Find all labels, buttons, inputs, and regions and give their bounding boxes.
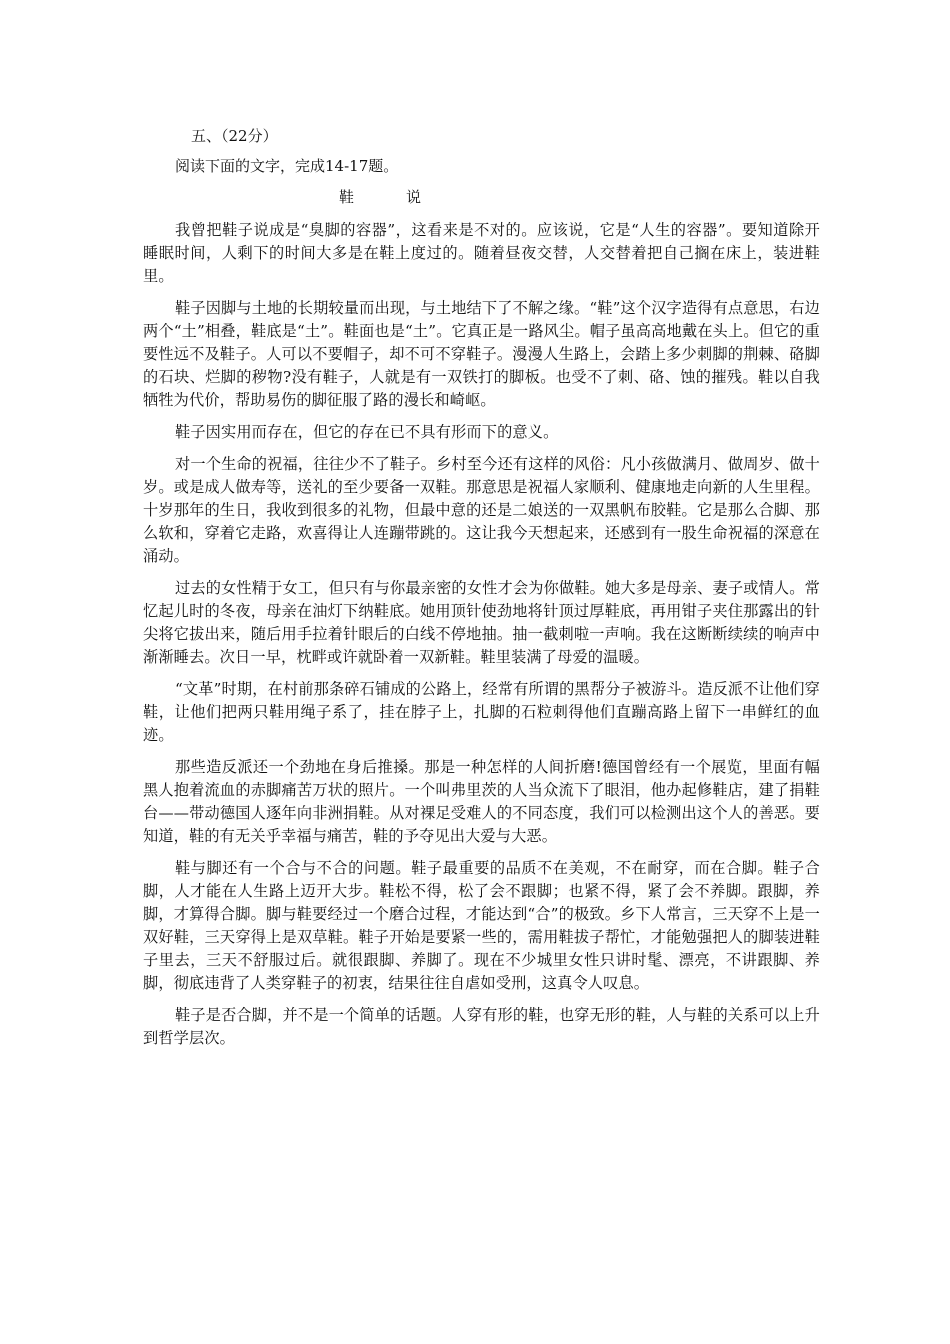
article-paragraph-7: 那些造反派还一个劲地在身后推搡。那是一种怎样的人间折磨!德国曾经有一个展览，里面有幅黑人抱着流血的赤脚痛苦万状的照片。一个叫弗里茨的人当众流下了眼泪，他办起修鞋店，建了捐鞋台——带动德国人逐年向非洲捐鞋。从对裸足受难人的不同态度，我们可以检测出这个人的善恶。要知道，鞋的有无关乎幸福与痛苦，鞋的予夺见出大爱与大恶。 — [143, 758, 820, 845]
article-title-char-2: 说 — [406, 188, 422, 206]
article-paragraph-2: 鞋子因脚与土地的长期较量而出现，与土地结下了不解之缘。“鞋”这个汉字造得有点意思，右边两个“土”相叠，鞋底是“土”。鞋面也是“土”。它真正是一路风尘。帽子虽高高地戴在头上。但它的重要性远不及鞋子。人可以不要帽子，却不可不穿鞋子。漫漫人生路上，会踏上多少刺脚的荆棘、硌脚的石块、烂脚的秽物?没有鞋子，人就是有一双铁打的脚板。也受不了刺、硌、蚀的摧残。鞋以自我牺牲为代价，帮助易伤的脚征服了路的漫长和崎岖。 — [143, 299, 820, 409]
article-paragraph-6: “文革”时期，在村前那条碎石铺成的公路上，经常有所谓的黑帮分子被游斗。造反派不让他们穿鞋，让他们把两只鞋用绳子系了，挂在脖子上，扎脚的石粒刺得他们直蹦高路上留下一串鲜红的血迹。 — [143, 680, 820, 744]
article-title — [143, 187, 820, 207]
article-paragraph-4: 对一个生命的祝福，往往少不了鞋子。乡村至今还有这样的风俗：凡小孩做满月、做周岁、做十岁。或是成人做寿等，送礼的至少要备一双鞋。那意思是祝福人家顺利、健康地走向新的人生里程。十岁那年的生日，我收到很多的礼物，但最中意的还是二娘送的一双黑帆布胶鞋。它是那么合脚、那么软和，穿着它走路，欢喜得让人连蹦带跳的。这让我今天想起来，还感到有一股生命祝福的深意在涌动。 — [143, 455, 820, 565]
document-body — [143, 126, 820, 1059]
article-title-char-1: 鞋 — [339, 188, 355, 206]
article-paragraph-8: 鞋与脚还有一个合与不合的问题。鞋子最重要的品质不在美观，不在耐穿，而在合脚。鞋子合脚，人才能在人生路上迈开大步。鞋松不得，松了会不跟脚；也紧不得，紧了会不养脚。跟脚，养脚，才算得合脚。脚与鞋要经过一个磨合过程，才能达到“合”的极致。乡下人常言，三天穿不上是一双好鞋，三天穿得上是双草鞋。鞋子开始是要紧一些的，需用鞋拔子帮忙，才能勉强把人的脚装进鞋子里去，三天不舒服过后。就很跟脚、养脚了。现在不少城里女性只讲时髦、漂亮，不讲跟脚、养脚，彻底违背了人类穿鞋子的初衷，结果往往自虐如受刑，这真令人叹息。 — [143, 859, 820, 992]
section-heading: 五、（22分） — [191, 127, 278, 145]
article-paragraph-3: 鞋子因实用而存在，但它的存在已不具有形而下的意义。 — [175, 423, 559, 441]
article-paragraph-1: 我曾把鞋子说成是“臭脚的容器”，这看来是不对的。应该说，它是“人生的容器”。要知道除开睡眠时间，人剩下的时间大多是在鞋上度过的。随着昼夜交替，人交替着把自己搁在床上，装进鞋里。 — [143, 221, 820, 285]
article-paragraph-5: 过去的女性精于女工，但只有与你最亲密的女性才会为你做鞋。她大多是母亲、妻子或情人。常忆起儿时的冬夜，母亲在油灯下纳鞋底。她用顶针使劲地将针顶过厚鞋底，再用钳子夹住那露出的针尖将它拔出来，随后用手拉着针眼后的白线不停地抽。抽一截刺啦一声响。我在这断断续续的响声中渐渐睡去。次日一早，枕畔或许就卧着一双新鞋。鞋里装满了母爱的温暖。 — [143, 579, 820, 666]
reading-instruction: 阅读下面的文字，完成14-17题。 — [175, 157, 399, 175]
article-paragraph-9: 鞋子是否合脚，并不是一个简单的话题。人穿有形的鞋，也穿无形的鞋，人与鞋的关系可以上升到哲学层次。 — [143, 1006, 820, 1047]
